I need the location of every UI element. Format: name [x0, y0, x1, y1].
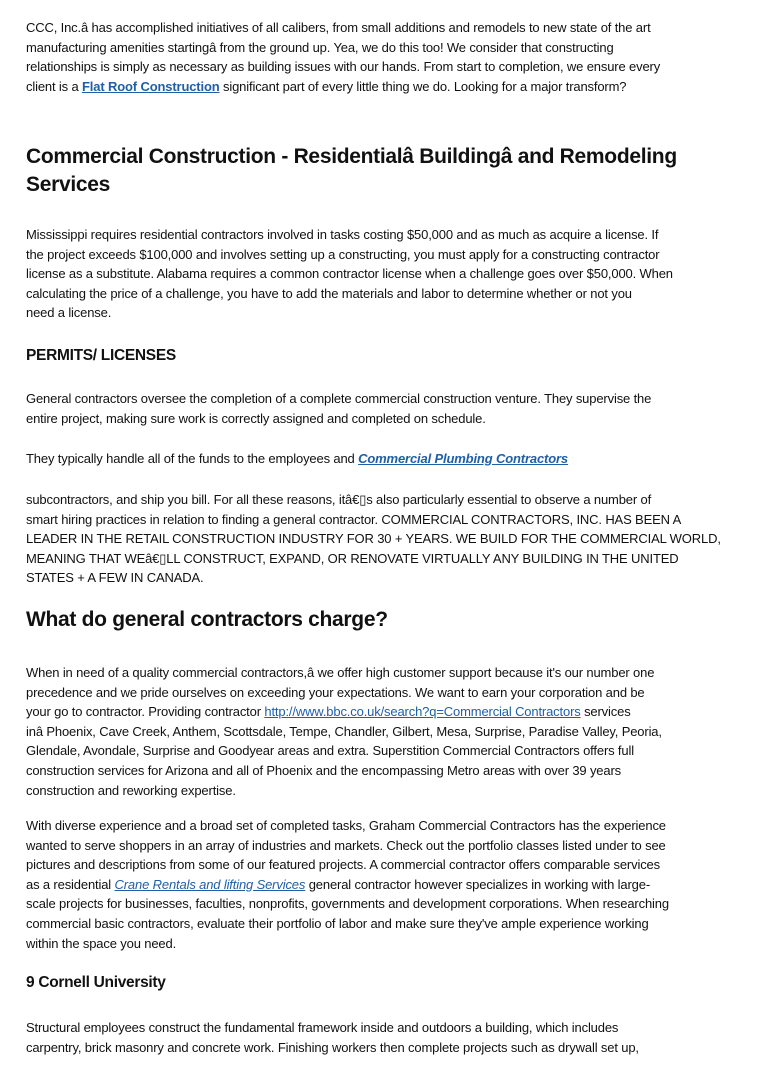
text-segment: smart hiring practices in relation to finding a general contractor. COMMERCIAL CONTRACTORS, INC. HAS BEEN A	[26, 511, 682, 527]
text-line	[26, 510, 748, 530]
text-line	[26, 549, 748, 569]
inline-link[interactable]: Commercial Plumbing Contractors	[358, 451, 568, 466]
text-line	[26, 722, 748, 742]
text-line	[26, 683, 748, 703]
text-line	[26, 816, 748, 836]
text-segment: wanted to serve shoppers in an array of industries and markets. Check out the portfolio classes listed under to see	[26, 837, 666, 853]
text-segment: Mississippi requires residential contractors involved in tasks costing $50,000 and as much as acquire a license. If	[26, 227, 659, 242]
text-line	[26, 529, 748, 549]
paragraph	[26, 1018, 748, 1057]
text-line	[26, 761, 748, 781]
text-segment: construction services for Arizona and all of Phoenix and the encompassing Metro areas with over 39 years	[26, 762, 622, 778]
text-line	[26, 894, 748, 914]
text-line	[26, 389, 748, 409]
text-line	[26, 57, 748, 77]
text-line	[26, 18, 748, 38]
heading-line: 9 Cornell University	[26, 974, 166, 991]
text-segment: inâ Phoenix, Cave Creek, Anthem, Scottsdale, Tempe, Chandler, Gilbert, Mesa, Surprise, Paradise Valley, Peoria,	[26, 723, 662, 739]
text-segment: STATES + A FEW IN CANADA.	[26, 570, 204, 586]
text-line	[26, 490, 748, 510]
text-segment: the project exceeds $100,000 and involves setting up a constructing, you must apply for a constructing contractor	[26, 246, 660, 262]
section-heading	[26, 345, 748, 367]
paragraph	[26, 225, 748, 323]
text-line	[26, 449, 748, 469]
text-segment: With diverse experience and a broad set of completed tasks, Graham Commercial Contractors has the experience	[26, 818, 666, 833]
text-segment: entire project, making sure work is correctly assigned and completed on schedule.	[26, 410, 486, 426]
text-segment: pictures and descriptions from some of our featured projects. A commercial contractor offers comparable services	[26, 857, 660, 873]
text-segment: relationships is simply as necessary as building issues with our hands. From start to completion, we ensure every	[26, 59, 661, 75]
paragraph	[26, 816, 748, 953]
text-segment: calculating the price of a challenge, you have to add the materials and labor to determine whether or not you	[26, 285, 632, 301]
paragraph	[26, 663, 748, 800]
heading-line: Commercial Construction - Residentialâ Buildingâ and Remodeling	[26, 145, 677, 168]
text-segment: When in need of a quality commercial contractors,â we offer high customer support because it's our number one	[26, 665, 655, 680]
section-heading	[26, 606, 748, 634]
heading-line: Services	[26, 173, 111, 196]
text-line	[26, 855, 748, 875]
paragraph	[26, 18, 748, 96]
text-segment: LEADER IN THE RETAIL CONSTRUCTION INDUSTRY FOR 30 + YEARS. WE BUILD FOR THE COMMERCIAL WORLD,	[26, 531, 721, 547]
text-segment: Structural employees construct the fundamental framework inside and outdoors a building, which includes	[26, 1020, 619, 1035]
text-line	[26, 568, 748, 588]
text-segment: construction and reworking expertise.	[26, 782, 236, 798]
text-segment: They typically handle all of the funds to the employees and	[26, 451, 359, 466]
text-line	[26, 303, 748, 323]
text-segment: carpentry, brick masonry and concrete work. Finishing workers then complete projects such as drywall set up,	[26, 1039, 639, 1055]
inline-link[interactable]: Flat Roof Construction	[82, 78, 220, 94]
text-segment: subcontractors, and ship you bill. For all these reasons, itâ€▯s also particularly essential to observe a number of	[26, 492, 652, 507]
text-line	[26, 1018, 748, 1038]
text-segment: as a residential	[26, 876, 115, 892]
inline-link[interactable]: Crane Rentals and lifting Services	[114, 876, 306, 892]
text-segment: license as a substitute. Alabama requires a common contractor license when a challenge goes over $50,000. When	[26, 266, 673, 282]
text-line	[26, 663, 748, 683]
text-segment: your go to contractor. Providing contractor	[26, 704, 265, 720]
text-line	[26, 284, 748, 304]
text-segment: CCC, Inc.â has accomplished initiatives of all calibers, from small additions and remodels to new state of the art	[26, 20, 651, 35]
section-heading	[26, 143, 748, 199]
paragraph	[26, 449, 748, 469]
text-segment: significant part of every little thing we do. Looking for a major transform?	[219, 78, 627, 94]
section-heading	[26, 972, 748, 994]
inline-link[interactable]: http://www.bbc.co.uk/search?q=Commercial Contractors	[264, 704, 581, 720]
text-segment: services	[580, 704, 631, 720]
paragraph	[26, 389, 748, 428]
text-segment: general contractor however specializes in working with large-	[305, 876, 651, 892]
text-line	[26, 875, 748, 895]
text-line	[26, 914, 748, 934]
text-segment: commercial basic contractors, evaluate their portfolio of labor and make sure they've ample experience working	[26, 915, 649, 931]
text-line	[26, 836, 748, 856]
text-line	[26, 245, 748, 265]
text-line	[26, 741, 748, 761]
heading-line: What do general contractors charge?	[26, 608, 388, 631]
text-line	[26, 264, 748, 284]
text-segment: within the space you need.	[26, 935, 177, 951]
text-segment: need a license.	[26, 305, 112, 321]
paragraph	[26, 490, 748, 588]
text-line	[26, 702, 748, 722]
text-segment: MEANING THAT WEâ€▯LL CONSTRUCT, EXPAND, OR RENOVATE VIRTUALLY ANY BUILDING IN THE UNITED	[26, 550, 679, 566]
text-line	[26, 934, 748, 954]
heading-line: PERMITS/ LICENSES	[26, 347, 176, 364]
text-segment: client is a	[26, 78, 83, 94]
text-line	[26, 77, 748, 97]
text-segment: scale projects for businesses, faculties, nonprofits, governments and development corporations. When researching	[26, 896, 669, 912]
text-segment: precedence and we pride ourselves on exceeding your expectations. We want to earn your corporation and be	[26, 684, 645, 700]
text-segment: Glendale, Avondale, Surprise and Goodyear areas and extra. Superstition Commercial Contractors offers full	[26, 743, 634, 759]
text-line	[26, 1038, 748, 1058]
text-line	[26, 781, 748, 801]
text-segment: General contractors oversee the completion of a complete commercial construction venture. They supervise the	[26, 391, 652, 406]
text-line	[26, 225, 748, 245]
text-line	[26, 409, 748, 429]
text-segment: manufacturing amenities startingâ from the ground up. Yea, we do this too! We consider that constructing	[26, 39, 614, 55]
text-line	[26, 38, 748, 58]
